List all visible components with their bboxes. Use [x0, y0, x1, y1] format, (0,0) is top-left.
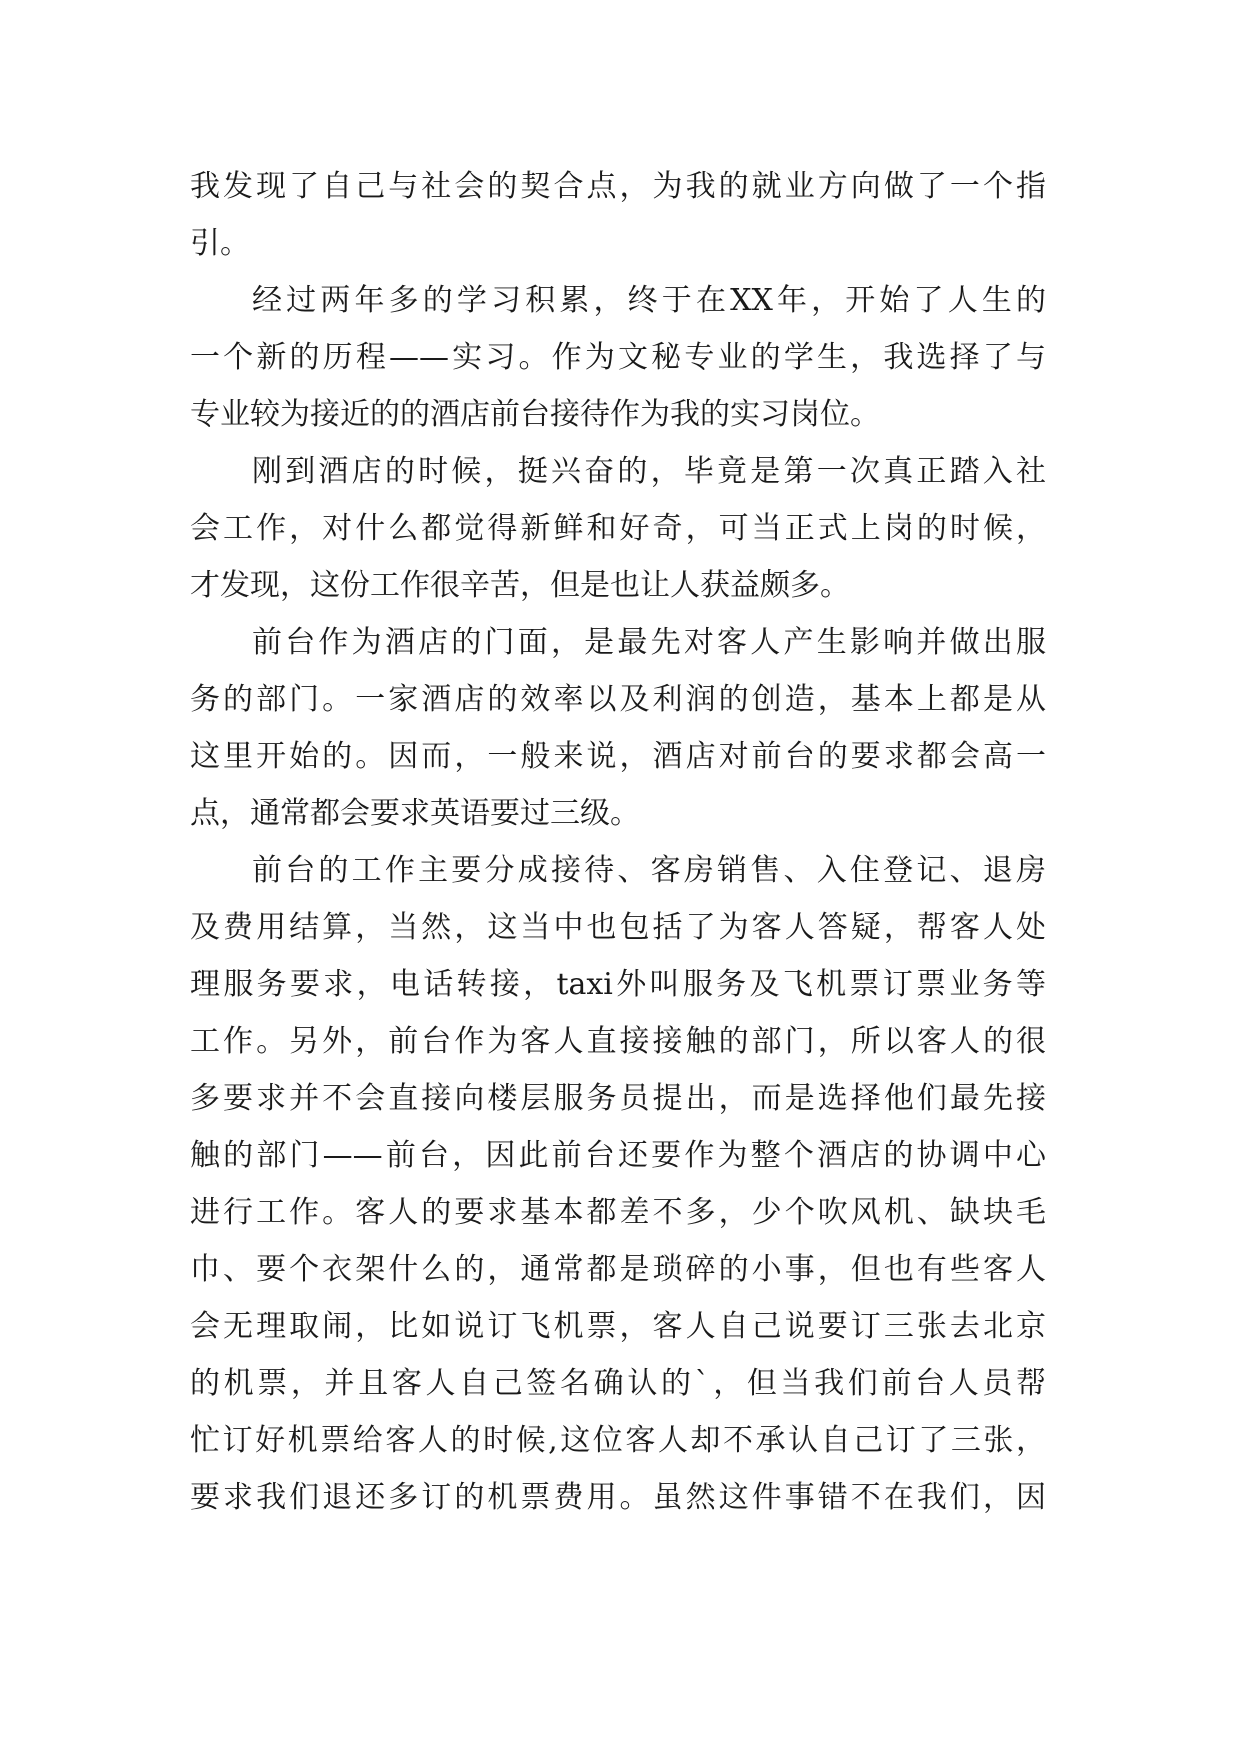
text-line: 一个新的历程——实习。作为文秘专业的学生，我选择了与 — [190, 340, 1046, 375]
text-line: 这里开始的。因而，一般来说，酒店对前台的要求都会高一 — [190, 739, 1046, 774]
text-line: 我发现了自己与社会的契合点，为我的就业方向做了一个指 — [190, 169, 1046, 204]
text-line: 点，通常都会要求英语要过三级。 — [190, 796, 640, 831]
paragraph-start-line: 前台的工作主要分成接待、客房销售、入住登记、退房 — [252, 853, 1046, 888]
paragraph-start-line: 刚到酒店的时候，挺兴奋的，毕竟是第一次真正踏入社 — [252, 454, 1046, 489]
text-line: 才发现，这份工作很辛苦，但是也让人获益颇多。 — [190, 568, 850, 603]
text-line: 会无理取闹，比如说订飞机票，客人自己说要订三张去北京 — [190, 1309, 1046, 1344]
text-line: 理服务要求，电话转接，taxi外叫服务及飞机票订票业务等 — [190, 967, 1046, 1002]
text-line: 引。 — [190, 226, 250, 261]
text-line: 的机票，并且客人自己签名确认的`，但当我们前台人员帮 — [190, 1366, 1046, 1401]
text-line: 触的部门——前台，因此前台还要作为整个酒店的协调中心 — [190, 1138, 1046, 1173]
paragraph-start-line: 前台作为酒店的门面，是最先对客人产生影响并做出服 — [252, 625, 1046, 660]
text-line: 巾、要个衣架什么的，通常都是琐碎的小事，但也有些客人 — [190, 1252, 1046, 1287]
text-line: 及费用结算，当然，这当中也包括了为客人答疑，帮客人处 — [190, 910, 1046, 945]
document-body — [190, 158, 1046, 1526]
text-line: 工作。另外，前台作为客人直接接触的部门，所以客人的很 — [190, 1024, 1046, 1059]
text-line: 忙订好机票给客人的时候,这位客人却不承认自己订了三张， — [190, 1423, 1046, 1458]
text-line: 专业较为接近的的酒店前台接待作为我的实习岗位。 — [190, 397, 880, 432]
text-line: 会工作，对什么都觉得新鲜和好奇，可当正式上岗的时候， — [190, 511, 1046, 546]
text-line: 要求我们退还多订的机票费用。虽然这件事错不在我们，因 — [190, 1480, 1046, 1515]
paragraph-start-line: 经过两年多的学习积累，终于在XX年，开始了人生的 — [252, 283, 1046, 318]
text-line: 多要求并不会直接向楼层服务员提出，而是选择他们最先接 — [190, 1081, 1046, 1116]
text-line: 务的部门。一家酒店的效率以及利润的创造，基本上都是从 — [190, 682, 1046, 717]
text-line: 进行工作。客人的要求基本都差不多，少个吹风机、缺块毛 — [190, 1195, 1046, 1230]
